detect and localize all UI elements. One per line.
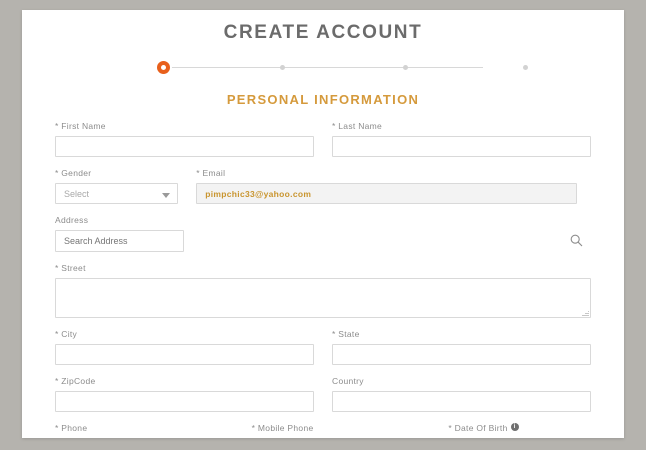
gender-selected-value: Select — [64, 189, 90, 199]
personal-information-form — [55, 121, 591, 438]
row-zip-country — [55, 376, 591, 412]
row-city-state — [55, 329, 591, 365]
phone-label: * Phone — [55, 423, 88, 433]
state-input[interactable] — [332, 344, 591, 365]
gender-label: * Gender — [55, 168, 92, 178]
stepper-line — [163, 67, 483, 68]
field-zipcode — [55, 376, 314, 412]
search-address-input[interactable] — [55, 230, 184, 252]
field-street — [55, 263, 591, 318]
country-label: Country — [332, 376, 364, 386]
first-name-input[interactable] — [55, 136, 314, 157]
date-of-birth-label — [448, 423, 591, 434]
first-name-label: * First Name — [55, 121, 106, 131]
gender-select[interactable] — [55, 183, 178, 204]
field-first-name — [55, 121, 314, 157]
field-gender — [55, 168, 178, 204]
street-textarea-wrap[interactable] — [55, 278, 591, 318]
address-label: Address — [55, 215, 89, 225]
row-street — [55, 263, 591, 318]
card-inner — [22, 10, 624, 438]
email-value: pimpchic33@yahoo.com — [196, 183, 577, 204]
stepper-step-3[interactable] — [403, 65, 408, 70]
zipcode-label: * ZipCode — [55, 376, 96, 386]
row-address — [55, 215, 591, 252]
state-label: * State — [332, 329, 360, 339]
progress-stepper — [157, 58, 489, 78]
row-gender-email — [55, 168, 591, 204]
city-input[interactable] — [55, 344, 314, 365]
email-label: * Email — [196, 168, 226, 178]
field-state — [332, 329, 591, 365]
date-of-birth-label-text: * Date Of Birth — [448, 423, 508, 433]
page-title: CREATE ACCOUNT — [223, 22, 423, 43]
mobile-phone-label: * Mobile Phone — [251, 423, 314, 433]
field-last-name — [332, 121, 591, 157]
stepper-step-4[interactable] — [523, 65, 528, 70]
create-account-card — [22, 10, 624, 438]
street-label: * Street — [55, 263, 86, 273]
zipcode-input[interactable] — [55, 391, 314, 412]
row-name — [55, 121, 591, 157]
chevron-down-icon — [162, 193, 170, 198]
country-input[interactable] — [332, 391, 591, 412]
field-address — [55, 215, 591, 252]
field-phone — [55, 423, 234, 438]
row-phones-dob — [55, 423, 591, 438]
city-label: * City — [55, 329, 78, 339]
field-city — [55, 329, 314, 365]
last-name-label: * Last Name — [332, 121, 383, 131]
section-title: PERSONAL INFORMATION — [226, 92, 420, 107]
stepper-step-2[interactable] — [280, 65, 285, 70]
address-search-wrap — [55, 230, 591, 252]
stepper-step-1[interactable] — [157, 61, 170, 74]
field-date-of-birth — [448, 423, 591, 438]
info-icon[interactable]: i — [511, 423, 519, 431]
field-email — [196, 168, 577, 204]
field-country — [332, 376, 591, 412]
last-name-input[interactable] — [332, 136, 591, 157]
resize-handle-icon[interactable] — [582, 309, 589, 316]
field-mobile-phone — [252, 423, 431, 438]
search-icon[interactable] — [570, 234, 583, 247]
